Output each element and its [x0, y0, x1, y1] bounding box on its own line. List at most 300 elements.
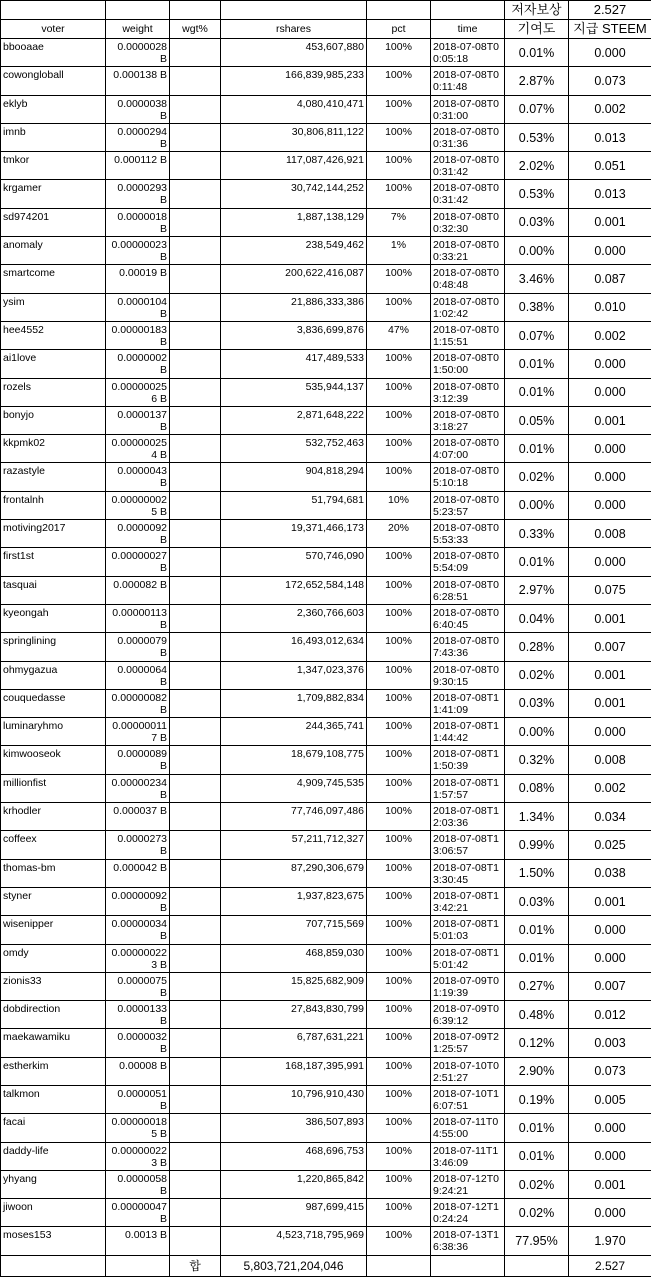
- pct-cell: 100%: [367, 95, 431, 123]
- wgt-pct-cell: [170, 604, 221, 632]
- payout-cell: 0.000: [569, 916, 651, 944]
- header-voter: voter: [1, 20, 106, 39]
- wgt-pct-cell: [170, 887, 221, 915]
- contribution-cell: 0.01%: [505, 1142, 569, 1170]
- pct-cell: 100%: [367, 1085, 431, 1113]
- table-row: [1, 604, 651, 632]
- pct-cell: 100%: [367, 350, 431, 378]
- payout-cell: 0.005: [569, 1085, 651, 1113]
- time-cell: 2018-07-08T05:23:57: [431, 491, 505, 519]
- rshares-cell: 30,806,811,122: [221, 123, 367, 151]
- table-row: [1, 123, 651, 151]
- payout-cell: 0.000: [569, 463, 651, 491]
- time-cell: 2018-07-08T00:11:48: [431, 67, 505, 95]
- empty-cell: [221, 1, 367, 20]
- payout-cell: 0.001: [569, 887, 651, 915]
- wgt-pct-cell: [170, 95, 221, 123]
- payout-cell: 0.002: [569, 95, 651, 123]
- contribution-cell: 77.95%: [505, 1227, 569, 1255]
- contribution-cell: 0.02%: [505, 661, 569, 689]
- rshares-cell: 172,652,584,148: [221, 576, 367, 604]
- rshares-cell: 570,746,090: [221, 548, 367, 576]
- time-cell: 2018-07-08T11:57:57: [431, 774, 505, 802]
- payout-cell: 0.000: [569, 237, 651, 265]
- contribution-cell: 0.04%: [505, 604, 569, 632]
- weight-cell: 0.0000089 B: [106, 746, 170, 774]
- rshares-cell: 238,549,462: [221, 237, 367, 265]
- voter-cell: millionfist: [1, 774, 106, 802]
- contribution-cell: 2.02%: [505, 152, 569, 180]
- time-cell: 2018-07-08T00:32:30: [431, 208, 505, 236]
- weight-cell: 0.00000027 B: [106, 548, 170, 576]
- contribution-cell: 0.02%: [505, 463, 569, 491]
- voter-cell: krhodler: [1, 803, 106, 831]
- payout-cell: 0.007: [569, 972, 651, 1000]
- table-row: [1, 718, 651, 746]
- voter-cell: coffeex: [1, 831, 106, 859]
- table-row: [1, 916, 651, 944]
- weight-cell: 0.00000047 B: [106, 1199, 170, 1227]
- header-row: [1, 20, 651, 39]
- time-cell: 2018-07-09T01:19:39: [431, 972, 505, 1000]
- voter-cell: rozels: [1, 378, 106, 406]
- pct-cell: 100%: [367, 916, 431, 944]
- payout-cell: 0.008: [569, 520, 651, 548]
- author-reward-label: 저자보상: [505, 1, 569, 20]
- contribution-cell: 3.46%: [505, 265, 569, 293]
- time-cell: 2018-07-08T00:33:21: [431, 237, 505, 265]
- time-cell: 2018-07-08T07:43:36: [431, 633, 505, 661]
- payout-cell: 0.002: [569, 774, 651, 802]
- voter-cell: styner: [1, 887, 106, 915]
- rshares-cell: 244,365,741: [221, 718, 367, 746]
- contribution-cell: 1.50%: [505, 859, 569, 887]
- pct-cell: 100%: [367, 746, 431, 774]
- header-contribution: 기여도: [505, 20, 569, 39]
- rshares-cell: 117,087,426,921: [221, 152, 367, 180]
- sum-label: 합: [170, 1255, 221, 1276]
- contribution-cell: 0.01%: [505, 350, 569, 378]
- time-cell: 2018-07-08T00:31:00: [431, 95, 505, 123]
- weight-cell: 0.0000038 B: [106, 95, 170, 123]
- author-reward-value: 2.527: [569, 1, 651, 20]
- rshares-cell: 417,489,533: [221, 350, 367, 378]
- voter-cell: imnb: [1, 123, 106, 151]
- payout-cell: 0.000: [569, 435, 651, 463]
- wgt-pct-cell: [170, 633, 221, 661]
- empty-cell: [367, 1, 431, 20]
- pct-cell: 100%: [367, 661, 431, 689]
- time-cell: 2018-07-08T01:50:00: [431, 350, 505, 378]
- table-row: [1, 831, 651, 859]
- weight-cell: 0.000082 B: [106, 576, 170, 604]
- time-cell: 2018-07-08T12:03:36: [431, 803, 505, 831]
- contribution-cell: 0.03%: [505, 689, 569, 717]
- empty-cell: [505, 1255, 569, 1276]
- voter-cell: kyeongah: [1, 604, 106, 632]
- empty-cell: [1, 1255, 106, 1276]
- contribution-cell: 0.00%: [505, 491, 569, 519]
- payout-cell: 0.000: [569, 378, 651, 406]
- wgt-pct-cell: [170, 916, 221, 944]
- contribution-cell: 0.03%: [505, 887, 569, 915]
- table-row: [1, 321, 651, 349]
- pct-cell: 100%: [367, 293, 431, 321]
- weight-cell: 0.000138 B: [106, 67, 170, 95]
- contribution-cell: 0.03%: [505, 208, 569, 236]
- time-cell: 2018-07-08T03:18:27: [431, 406, 505, 434]
- pct-cell: 100%: [367, 604, 431, 632]
- time-cell: 2018-07-08T06:28:51: [431, 576, 505, 604]
- payout-cell: 0.001: [569, 208, 651, 236]
- contribution-cell: 0.53%: [505, 123, 569, 151]
- voter-cell: estherkim: [1, 1057, 106, 1085]
- contribution-cell: 0.27%: [505, 972, 569, 1000]
- table-row: [1, 859, 651, 887]
- empty-cell: [106, 1, 170, 20]
- voter-cell: motiving2017: [1, 520, 106, 548]
- weight-cell: 0.00000092 B: [106, 887, 170, 915]
- contribution-cell: 0.01%: [505, 435, 569, 463]
- pct-cell: 100%: [367, 406, 431, 434]
- weight-cell: 0.000000254 B: [106, 435, 170, 463]
- pct-cell: 100%: [367, 718, 431, 746]
- wgt-pct-cell: [170, 123, 221, 151]
- voter-cell: tmkor: [1, 152, 106, 180]
- rshares-cell: 453,607,880: [221, 39, 367, 67]
- time-cell: 2018-07-09T21:25:57: [431, 1029, 505, 1057]
- contribution-cell: 0.08%: [505, 774, 569, 802]
- pct-cell: 100%: [367, 1057, 431, 1085]
- payout-cell: 0.001: [569, 406, 651, 434]
- table-row: [1, 1199, 651, 1227]
- time-cell: 2018-07-08T01:02:42: [431, 293, 505, 321]
- time-cell: 2018-07-08T13:06:57: [431, 831, 505, 859]
- rshares-cell: 1,220,865,842: [221, 1170, 367, 1198]
- contribution-cell: 0.01%: [505, 1114, 569, 1142]
- weight-cell: 0.0000133 B: [106, 1001, 170, 1029]
- payout-cell: 0.001: [569, 604, 651, 632]
- table-row: [1, 491, 651, 519]
- contribution-cell: 0.07%: [505, 95, 569, 123]
- weight-cell: 0.0000028 B: [106, 39, 170, 67]
- time-cell: 2018-07-08T01:15:51: [431, 321, 505, 349]
- table-row: [1, 1001, 651, 1029]
- wgt-pct-cell: [170, 180, 221, 208]
- contribution-cell: 0.01%: [505, 916, 569, 944]
- wgt-pct-cell: [170, 859, 221, 887]
- pct-cell: 100%: [367, 689, 431, 717]
- weight-cell: 0.000000185 B: [106, 1114, 170, 1142]
- rshares-cell: 535,944,137: [221, 378, 367, 406]
- table-row: [1, 1057, 651, 1085]
- payout-cell: 0.000: [569, 39, 651, 67]
- voter-cell: razastyle: [1, 463, 106, 491]
- table-row: [1, 1085, 651, 1113]
- weight-cell: 0.0000032 B: [106, 1029, 170, 1057]
- voter-cell: cowongloball: [1, 67, 106, 95]
- voter-cell: anomaly: [1, 237, 106, 265]
- voter-cell: frontalnh: [1, 491, 106, 519]
- rshares-cell: 15,825,682,909: [221, 972, 367, 1000]
- payout-cell: 0.007: [569, 633, 651, 661]
- pct-cell: 100%: [367, 774, 431, 802]
- contribution-cell: 0.19%: [505, 1085, 569, 1113]
- payout-cell: 0.013: [569, 180, 651, 208]
- table-row: [1, 803, 651, 831]
- voter-cell: daddy-life: [1, 1142, 106, 1170]
- empty-cell: [1, 1, 106, 20]
- voter-cell: sd974201: [1, 208, 106, 236]
- time-cell: 2018-07-08T05:54:09: [431, 548, 505, 576]
- table-row: [1, 95, 651, 123]
- wgt-pct-cell: [170, 689, 221, 717]
- voter-cell: maekawamiku: [1, 1029, 106, 1057]
- time-cell: 2018-07-08T05:53:33: [431, 520, 505, 548]
- weight-cell: 0.00000183 B: [106, 321, 170, 349]
- time-cell: 2018-07-08T09:30:15: [431, 661, 505, 689]
- time-cell: 2018-07-08T00:31:42: [431, 152, 505, 180]
- voter-cell: bonyjo: [1, 406, 106, 434]
- table-row: [1, 1227, 651, 1255]
- pct-cell: 100%: [367, 1142, 431, 1170]
- rshares-cell: 1,937,823,675: [221, 887, 367, 915]
- voter-cell: ohmygazua: [1, 661, 106, 689]
- rshares-cell: 18,679,108,775: [221, 746, 367, 774]
- voter-cell: springlining: [1, 633, 106, 661]
- rshares-cell: 1,887,138,129: [221, 208, 367, 236]
- payout-cell: 0.000: [569, 350, 651, 378]
- weight-cell: 0.000042 B: [106, 859, 170, 887]
- voter-cell: omdy: [1, 944, 106, 972]
- voter-cell: jiwoon: [1, 1199, 106, 1227]
- contribution-cell: 0.00%: [505, 237, 569, 265]
- time-cell: 2018-07-09T06:39:12: [431, 1001, 505, 1029]
- wgt-pct-cell: [170, 237, 221, 265]
- table-row: [1, 576, 651, 604]
- weight-cell: 0.0000137 B: [106, 406, 170, 434]
- time-cell: 2018-07-08T11:41:09: [431, 689, 505, 717]
- voter-cell: wisenipper: [1, 916, 106, 944]
- voter-cell: dobdirection: [1, 1001, 106, 1029]
- pct-cell: 100%: [367, 859, 431, 887]
- time-cell: 2018-07-08T11:44:42: [431, 718, 505, 746]
- voter-cell: moses153: [1, 1227, 106, 1255]
- rshares-cell: 2,360,766,603: [221, 604, 367, 632]
- weight-cell: 0.0000043 B: [106, 463, 170, 491]
- payout-cell: 0.000: [569, 944, 651, 972]
- payout-cell: 0.034: [569, 803, 651, 831]
- weight-cell: 0.00000023 B: [106, 237, 170, 265]
- rshares-cell: 87,290,306,679: [221, 859, 367, 887]
- table-row: [1, 435, 651, 463]
- payout-cell: 0.073: [569, 67, 651, 95]
- pct-cell: 100%: [367, 378, 431, 406]
- payout-cell: 0.013: [569, 123, 651, 151]
- wgt-pct-cell: [170, 463, 221, 491]
- rshares-cell: 707,715,569: [221, 916, 367, 944]
- voter-cell: yhyang: [1, 1170, 106, 1198]
- rshares-cell: 904,818,294: [221, 463, 367, 491]
- wgt-pct-cell: [170, 67, 221, 95]
- rshares-cell: 4,080,410,471: [221, 95, 367, 123]
- contribution-cell: 2.87%: [505, 67, 569, 95]
- wgt-pct-cell: [170, 435, 221, 463]
- voter-cell: first1st: [1, 548, 106, 576]
- wgt-pct-cell: [170, 39, 221, 67]
- pct-cell: 100%: [367, 123, 431, 151]
- contribution-cell: 0.02%: [505, 1199, 569, 1227]
- rshares-cell: 21,886,333,386: [221, 293, 367, 321]
- table-body: [1, 1, 651, 1277]
- voter-cell: ysim: [1, 293, 106, 321]
- rshares-cell: 57,211,712,327: [221, 831, 367, 859]
- table-row: [1, 661, 651, 689]
- time-cell: 2018-07-08T00:05:18: [431, 39, 505, 67]
- weight-cell: 0.00019 B: [106, 265, 170, 293]
- weight-cell: 0.000000117 B: [106, 718, 170, 746]
- pct-cell: 100%: [367, 265, 431, 293]
- wgt-pct-cell: [170, 1029, 221, 1057]
- table-row: [1, 39, 651, 67]
- rshares-cell: 4,523,718,795,969: [221, 1227, 367, 1255]
- rshares-cell: 532,752,463: [221, 435, 367, 463]
- table-row: [1, 887, 651, 915]
- rshares-cell: 168,187,395,991: [221, 1057, 367, 1085]
- voter-cell: ai1love: [1, 350, 106, 378]
- summary-row: [1, 1, 651, 20]
- pct-cell: 100%: [367, 887, 431, 915]
- header-pct: pct: [367, 20, 431, 39]
- wgt-pct-cell: [170, 152, 221, 180]
- table-row: [1, 180, 651, 208]
- weight-cell: 0.0013 B: [106, 1227, 170, 1255]
- payout-cell: 0.000: [569, 1142, 651, 1170]
- wgt-pct-cell: [170, 746, 221, 774]
- table-row: [1, 208, 651, 236]
- contribution-cell: 2.97%: [505, 576, 569, 604]
- weight-cell: 0.0000092 B: [106, 520, 170, 548]
- table-row: [1, 548, 651, 576]
- rshares-cell: 2,871,648,222: [221, 406, 367, 434]
- weight-cell: 0.000000256 B: [106, 378, 170, 406]
- weight-cell: 0.0000002 B: [106, 350, 170, 378]
- wgt-pct-cell: [170, 1001, 221, 1029]
- table-row: [1, 293, 651, 321]
- voter-cell: zionis33: [1, 972, 106, 1000]
- payout-cell: 0.000: [569, 548, 651, 576]
- wgt-pct-cell: [170, 718, 221, 746]
- weight-cell: 0.000000223 B: [106, 944, 170, 972]
- table-row: [1, 237, 651, 265]
- pct-cell: 20%: [367, 520, 431, 548]
- rshares-cell: 1,709,882,834: [221, 689, 367, 717]
- weight-cell: 0.00000034 B: [106, 916, 170, 944]
- wgt-pct-cell: [170, 1199, 221, 1227]
- weight-cell: 0.0000018 B: [106, 208, 170, 236]
- table-row: [1, 1029, 651, 1057]
- table-row: [1, 633, 651, 661]
- time-cell: 2018-07-08T15:01:03: [431, 916, 505, 944]
- rshares-cell: 987,699,415: [221, 1199, 367, 1227]
- wgt-pct-cell: [170, 1170, 221, 1198]
- table-row: [1, 378, 651, 406]
- pct-cell: 100%: [367, 1001, 431, 1029]
- wgt-pct-cell: [170, 1057, 221, 1085]
- wgt-pct-cell: [170, 1114, 221, 1142]
- payout-cell: 0.025: [569, 831, 651, 859]
- contribution-cell: 1.34%: [505, 803, 569, 831]
- header-weight: weight: [106, 20, 170, 39]
- header-rshares: rshares: [221, 20, 367, 39]
- payout-cell: 1.970: [569, 1227, 651, 1255]
- contribution-cell: 2.90%: [505, 1057, 569, 1085]
- table-row: [1, 350, 651, 378]
- payout-total: 2.527: [569, 1255, 651, 1276]
- contribution-cell: 0.48%: [505, 1001, 569, 1029]
- weight-cell: 0.0000293 B: [106, 180, 170, 208]
- voter-cell: bbooaae: [1, 39, 106, 67]
- table-row: [1, 67, 651, 95]
- pct-cell: 100%: [367, 972, 431, 1000]
- weight-cell: 0.000037 B: [106, 803, 170, 831]
- contribution-cell: 0.01%: [505, 548, 569, 576]
- payout-cell: 0.001: [569, 661, 651, 689]
- weight-cell: 0.00000082 B: [106, 689, 170, 717]
- payout-cell: 0.001: [569, 689, 651, 717]
- weight-cell: 0.00000113 B: [106, 604, 170, 632]
- header-payout: 지급 STEEM: [569, 20, 651, 39]
- pct-cell: 100%: [367, 435, 431, 463]
- time-cell: 2018-07-08T13:42:21: [431, 887, 505, 915]
- payout-cell: 0.038: [569, 859, 651, 887]
- rshares-total: 5,803,721,204,046: [221, 1255, 367, 1276]
- rshares-cell: 166,839,985,233: [221, 67, 367, 95]
- table-row: [1, 152, 651, 180]
- wgt-pct-cell: [170, 831, 221, 859]
- time-cell: 2018-07-12T09:24:21: [431, 1170, 505, 1198]
- weight-cell: 0.0000075 B: [106, 972, 170, 1000]
- pct-cell: 100%: [367, 548, 431, 576]
- rshares-cell: 468,859,030: [221, 944, 367, 972]
- pct-cell: 10%: [367, 491, 431, 519]
- payout-cell: 0.000: [569, 1114, 651, 1142]
- empty-cell: [367, 1255, 431, 1276]
- weight-cell: 0.0000051 B: [106, 1085, 170, 1113]
- contribution-cell: 0.05%: [505, 406, 569, 434]
- empty-cell: [431, 1, 505, 20]
- pct-cell: 100%: [367, 803, 431, 831]
- voter-cell: talkmon: [1, 1085, 106, 1113]
- payout-cell: 0.008: [569, 746, 651, 774]
- table-row: [1, 689, 651, 717]
- time-cell: 2018-07-08T11:50:39: [431, 746, 505, 774]
- time-cell: 2018-07-10T16:07:51: [431, 1085, 505, 1113]
- payout-cell: 0.075: [569, 576, 651, 604]
- weight-cell: 0.00000234 B: [106, 774, 170, 802]
- pct-cell: 100%: [367, 67, 431, 95]
- rshares-cell: 77,746,097,486: [221, 803, 367, 831]
- payout-cell: 0.000: [569, 491, 651, 519]
- payout-cell: 0.010: [569, 293, 651, 321]
- rshares-cell: 27,843,830,799: [221, 1001, 367, 1029]
- wgt-pct-cell: [170, 774, 221, 802]
- pct-cell: 47%: [367, 321, 431, 349]
- wgt-pct-cell: [170, 293, 221, 321]
- table-row: [1, 774, 651, 802]
- weight-cell: 0.00008 B: [106, 1057, 170, 1085]
- contribution-cell: 0.99%: [505, 831, 569, 859]
